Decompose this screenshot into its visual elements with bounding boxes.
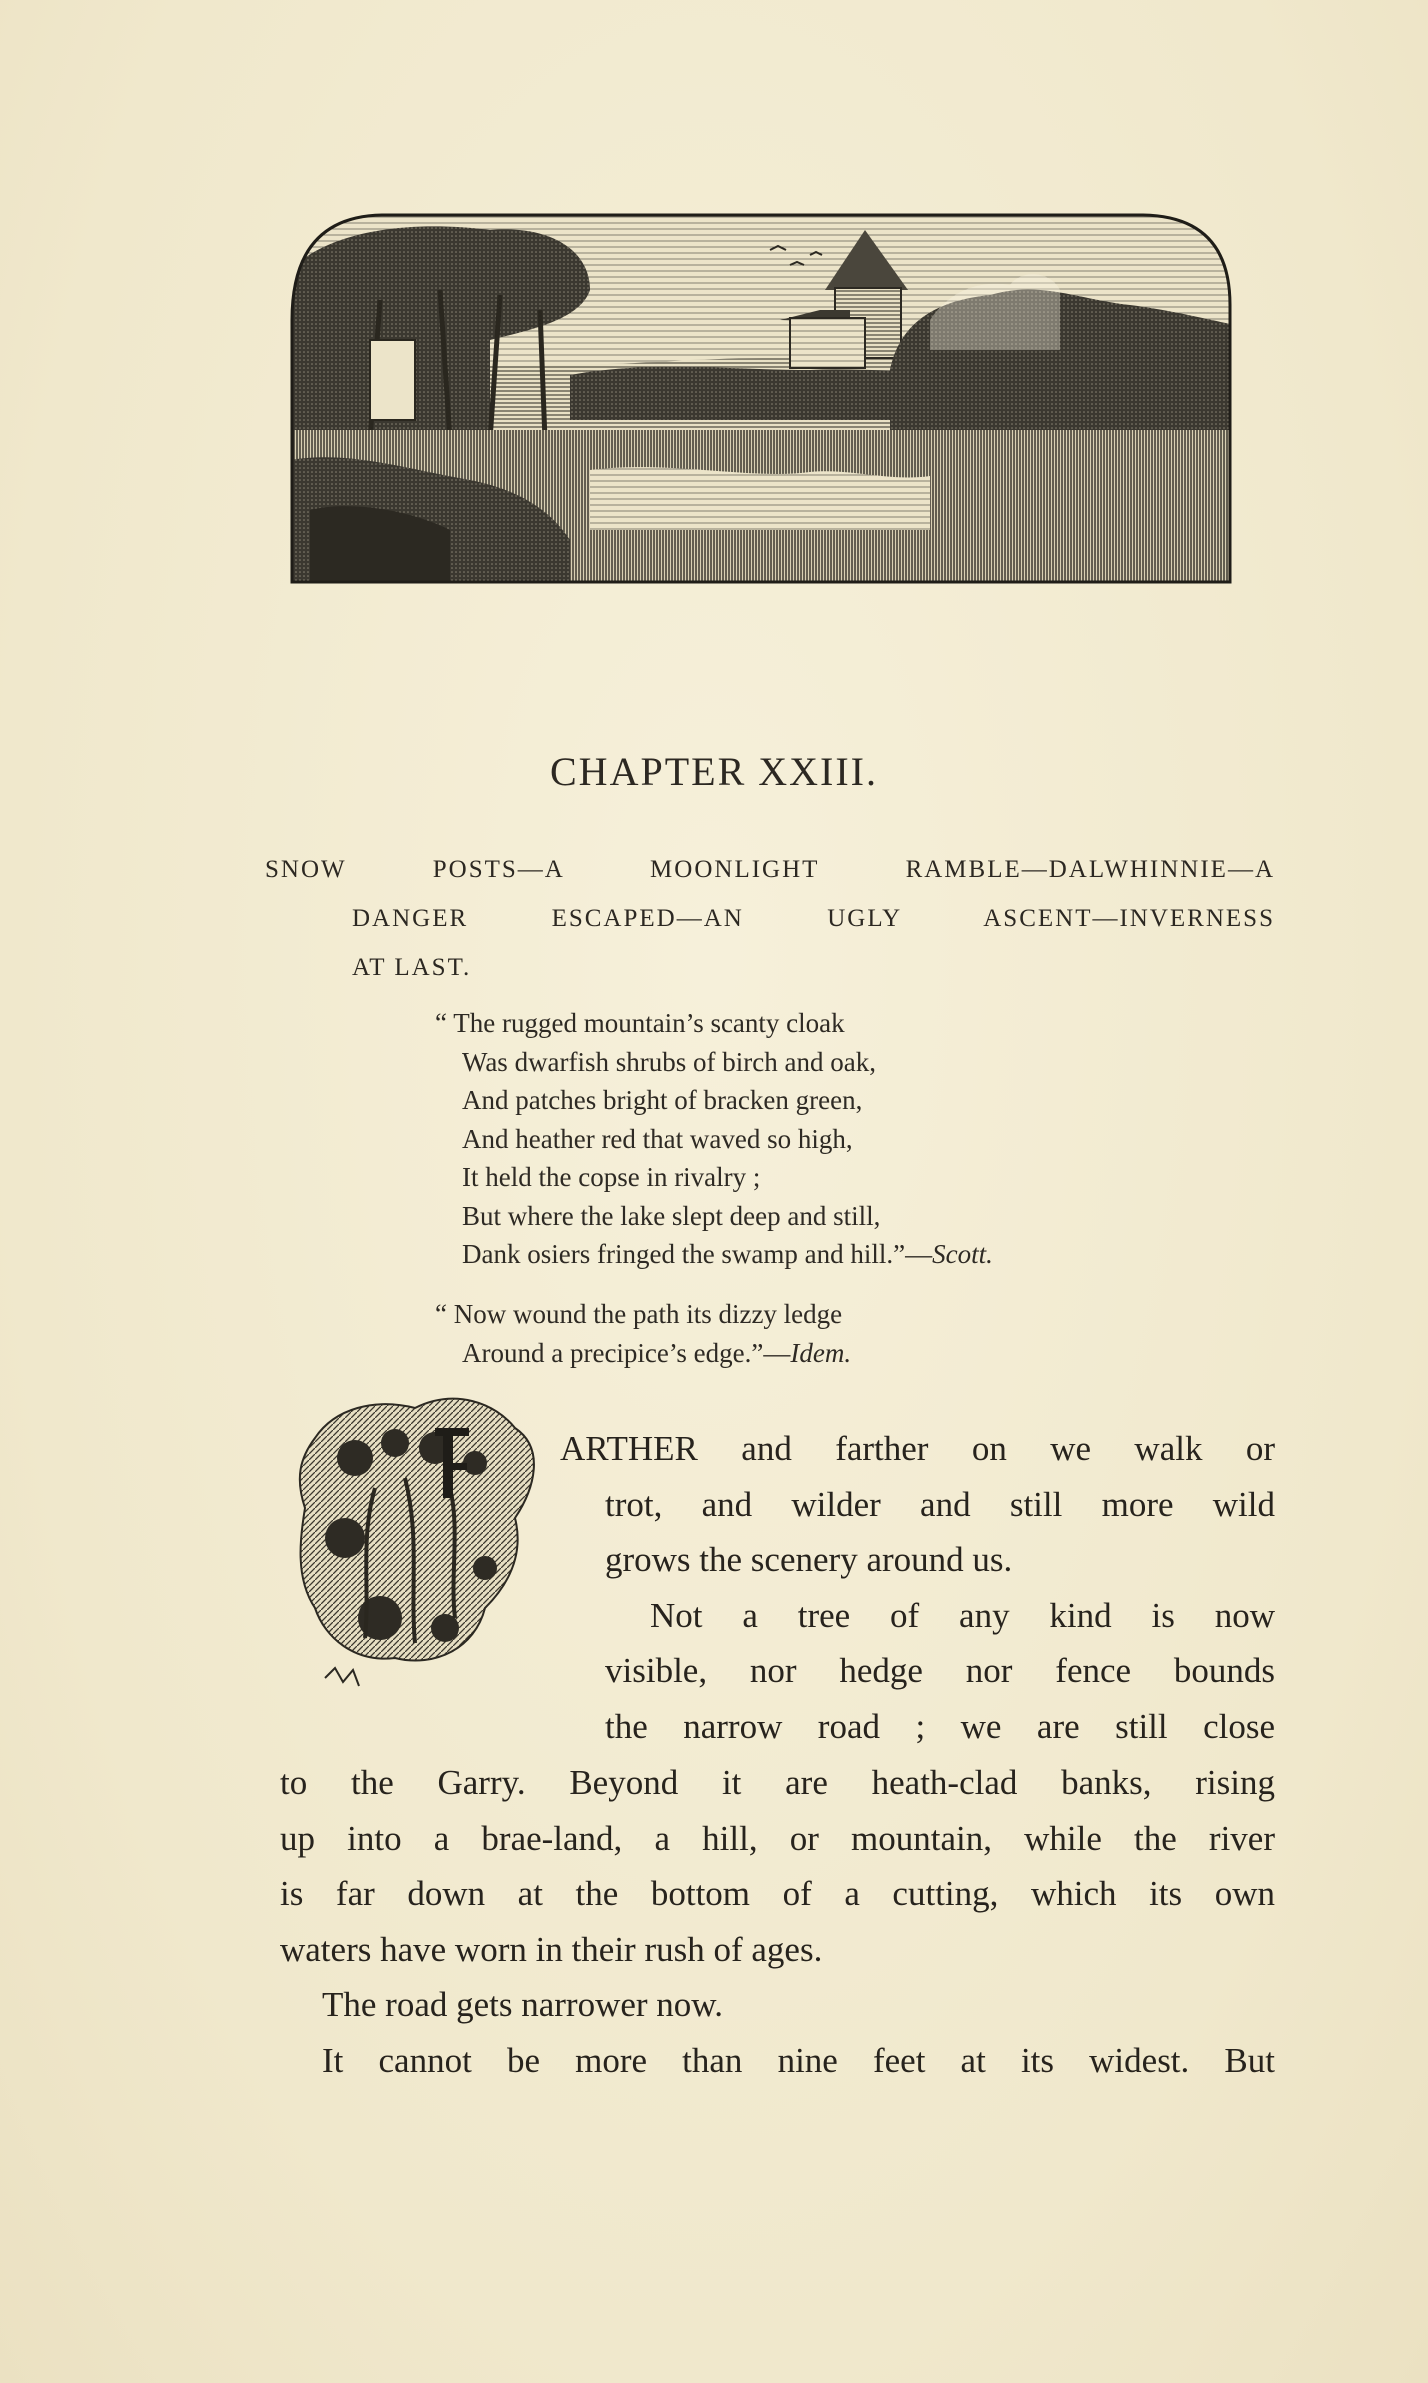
text-line: the narrow road ; we are still close	[605, 1706, 1275, 1746]
verse-line: And patches bright of bracken green,	[462, 1085, 863, 1115]
verse-line-with-attribution	[435, 1235, 993, 1274]
headpiece-engraving	[290, 210, 1235, 585]
text-line: to the Garry. Beyond it are heath-clad banks, rising	[280, 1763, 1275, 1802]
verse-line: Was dwarfish shrubs of birch and oak,	[462, 1046, 876, 1077]
decorative-initial-f	[285, 1388, 565, 1718]
epigraph-scott	[435, 1004, 993, 1274]
text-line: waters have worn in their rush of ages.	[280, 1929, 823, 1969]
text-line: up into a brae-land, a hill, or mountain, while the river	[280, 1818, 1275, 1858]
epigraph-idem	[435, 1295, 851, 1372]
text-line: ARTHER and farther on we walk or	[560, 1429, 1275, 1468]
verse-line: But where the lake slept deep and still,	[462, 1200, 881, 1231]
verse-line-with-attribution	[435, 1334, 851, 1373]
text-line: Not a tree of any kind is now	[650, 1595, 1275, 1635]
text-line: visible, nor hedge nor fence bounds	[605, 1651, 1275, 1690]
opening-paragraph-wrapped	[560, 1421, 1275, 1754]
verse-line-text: Around a precipice’s edge.”—	[462, 1337, 791, 1368]
text-line: It cannot be more than nine feet at its widest. But	[322, 2040, 1275, 2080]
summary-line: SNOW POSTS—A MOONLIGHT RAMBLE—DALWHINNIE—A	[265, 856, 1275, 883]
verse-line: “ Now wound the path its dizzy ledge	[435, 1299, 843, 1329]
text-line: is far down at the bottom of a cutting, which its own	[280, 1874, 1275, 1913]
chapter-title: CHAPTER XXIII.	[550, 749, 878, 794]
text-line: grows the scenery around us.	[605, 1540, 1013, 1579]
text-line: trot, and wilder and still more wild	[605, 1484, 1275, 1524]
summary-line: AT LAST.	[352, 954, 472, 981]
attribution: Scott.	[932, 1239, 993, 1269]
chapter-summary	[265, 845, 1275, 992]
verse-line: It held the copse in rivalry ;	[462, 1162, 761, 1192]
body-text	[280, 1755, 1275, 2088]
text-line: The road gets narrower now.	[322, 1985, 724, 2024]
verse-line-text: Dank osiers fringed the swamp and hill.”—	[462, 1239, 933, 1269]
verse-line: And heather red that waved so high,	[462, 1123, 853, 1154]
attribution: Idem.	[790, 1337, 852, 1368]
summary-line: DANGER ESCAPED—AN UGLY ASCENT—INVERNESS	[352, 905, 1275, 932]
verse-line: “ The rugged mountain’s scanty cloak	[435, 1008, 845, 1038]
